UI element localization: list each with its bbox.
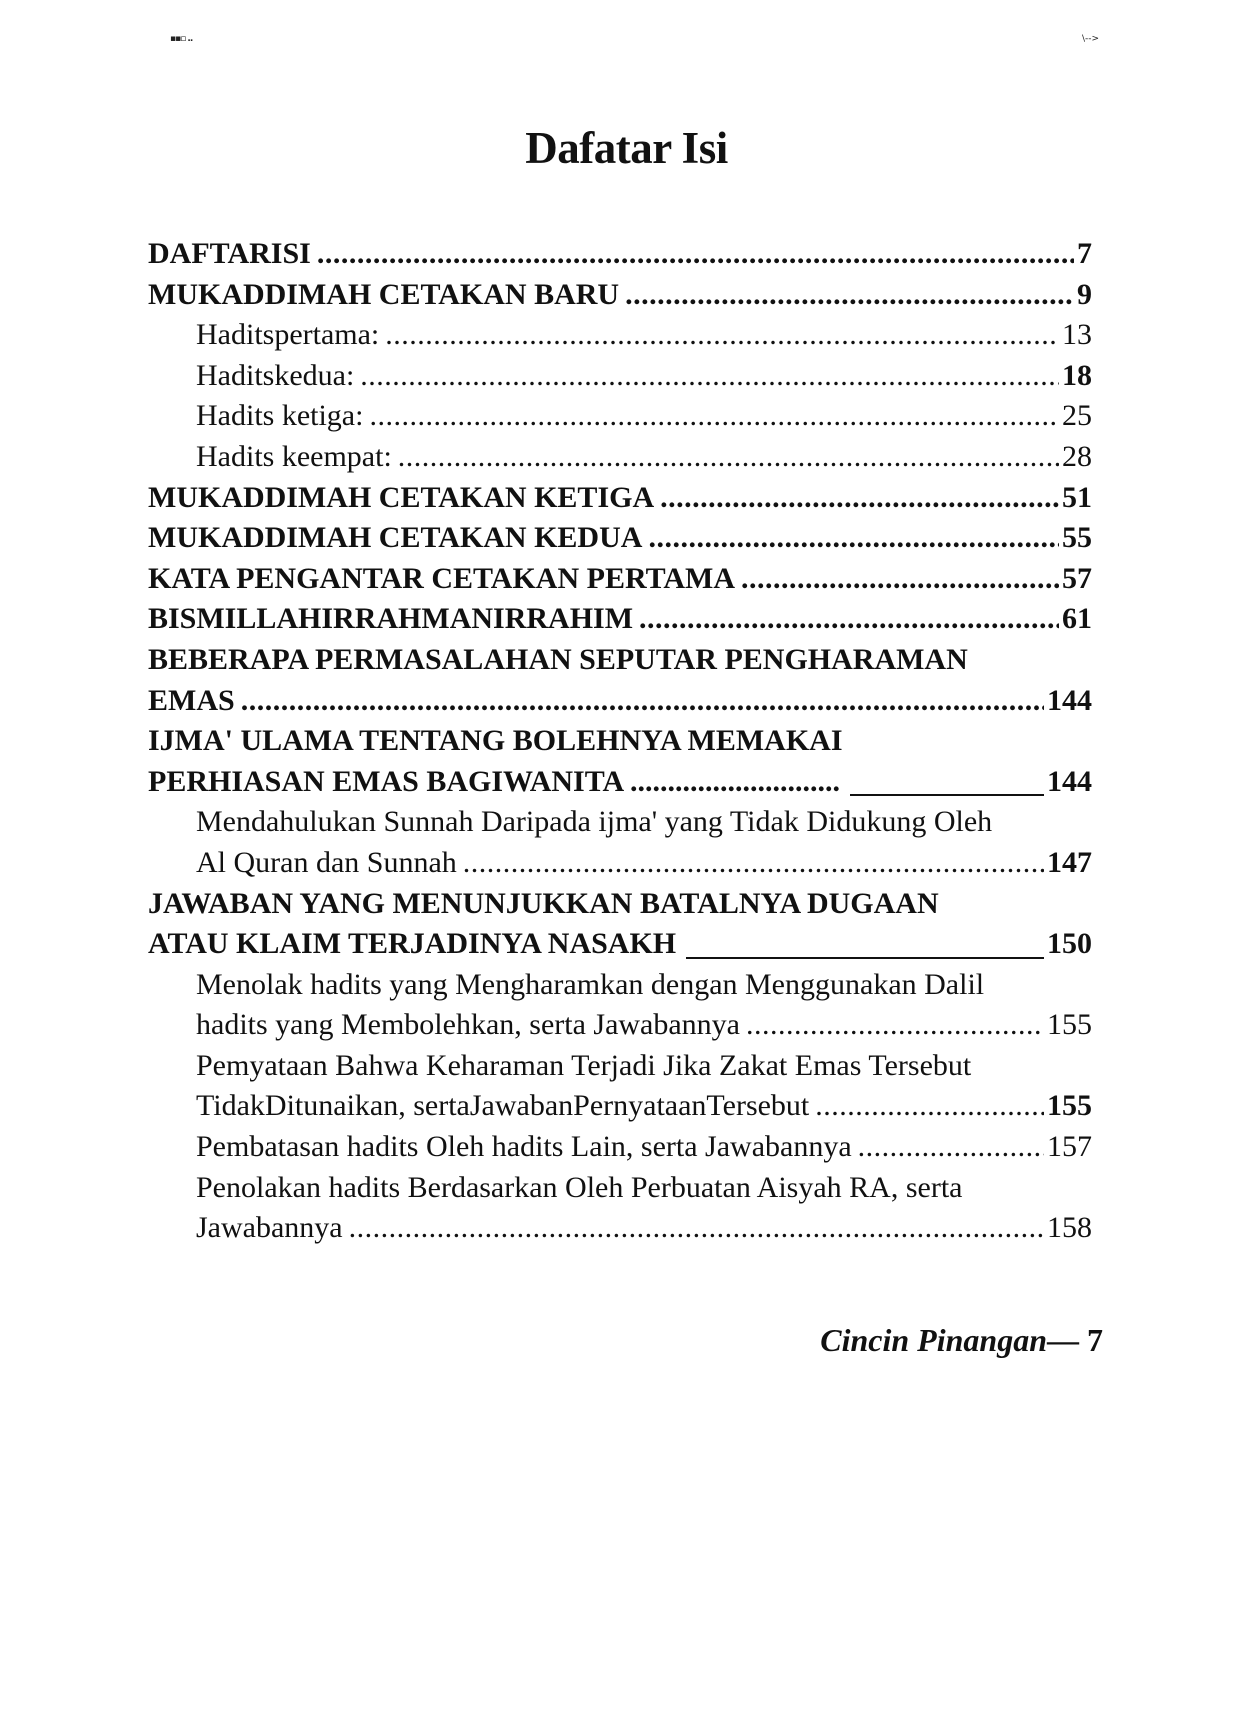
toc-leader	[369, 396, 1059, 437]
toc-line	[196, 396, 1092, 437]
table-of-contents	[148, 234, 1092, 1249]
toc-leader	[385, 315, 1059, 356]
toc-leader	[746, 1005, 1044, 1046]
toc-entry-title: MUKADDIMAH CETAKAN BARU	[148, 277, 620, 311]
toc-leader	[317, 234, 1074, 275]
toc-line	[196, 1168, 1092, 1209]
toc-line	[196, 843, 1092, 884]
toc-page-number: 55	[1062, 521, 1092, 555]
toc-page-number: 61	[1062, 602, 1092, 636]
toc-line	[196, 802, 1092, 843]
toc-line	[148, 234, 1092, 275]
page-title: Dafatar Isi	[525, 123, 728, 173]
toc-page-number: 18	[1062, 358, 1092, 392]
toc-leader	[349, 1208, 1044, 1249]
toc-entry-title: PERHIASAN EMAS BAGIWANITA ............................	[148, 764, 841, 798]
toc-entry-title: Pemyataan Bahwa Keharaman Terjadi Jika Zakat Emas Tersebut	[196, 1048, 972, 1082]
toc-leader	[858, 1127, 1044, 1168]
toc-chapter-entry	[148, 275, 1092, 316]
toc-line	[196, 356, 1092, 397]
toc-section-entry	[148, 396, 1092, 437]
footer-page-number: 7	[1087, 1322, 1103, 1358]
toc-section-entry	[148, 1168, 1092, 1249]
corner-mark-left: ▪▪▫ ..	[170, 34, 193, 44]
toc-line	[148, 924, 1092, 965]
toc-leader	[241, 681, 1044, 722]
toc-page-number: 13	[1062, 318, 1092, 352]
toc-entry-title: TidakDitunaikan, sertaJawabanPernyataanTersebut	[196, 1089, 810, 1123]
toc-entry-title: KATA PENGANTAR CETAKAN PERTAMA	[148, 561, 736, 595]
toc-leader	[639, 599, 1059, 640]
toc-line	[196, 1046, 1092, 1087]
toc-leader	[625, 275, 1074, 316]
toc-entry-title: DAFTARISI	[148, 237, 311, 270]
toc-chapter-entry	[148, 559, 1092, 600]
toc-entry-title: Hadits ketiga:	[196, 399, 364, 433]
toc-line	[196, 1127, 1092, 1168]
toc-line	[148, 518, 1092, 559]
toc-entry-title: BISMILLAHIRRAHMANIRRAHIM	[148, 602, 634, 636]
toc-entry-title: EMAS	[148, 683, 235, 717]
toc-chapter-entry	[148, 599, 1092, 640]
toc-line	[148, 478, 1092, 519]
toc-line	[148, 559, 1092, 600]
toc-line	[148, 599, 1092, 640]
toc-page-number: 158	[1047, 1211, 1092, 1245]
toc-entry-title: Hadits keempat:	[196, 439, 392, 473]
footer-book-title: Cincin Pinangan	[820, 1322, 1047, 1358]
toc-entry-title: Jawabannya	[196, 1211, 343, 1245]
toc-line	[196, 315, 1092, 356]
toc-chapter-entry	[148, 640, 1092, 721]
toc-chapter-entry	[148, 234, 1092, 275]
toc-entry-title: Haditspertama:	[196, 318, 380, 352]
toc-leader	[360, 356, 1059, 397]
toc-leader	[850, 794, 1044, 796]
toc-section-entry	[148, 965, 1092, 1046]
toc-line	[196, 965, 1092, 1006]
footer-separator: —	[1047, 1322, 1079, 1358]
toc-page-number: 28	[1062, 439, 1092, 473]
toc-page-number: 9	[1077, 277, 1092, 311]
toc-leader	[660, 478, 1059, 519]
toc-entry-title: hadits yang Membolehkan, serta Jawabannya	[196, 1008, 740, 1042]
toc-entry-title: BEBERAPA PERMASALAHAN SEPUTAR PENGHARAMAN	[148, 642, 968, 676]
toc-line	[148, 275, 1092, 316]
toc-leader	[463, 843, 1044, 884]
toc-entry-title: MUKADDIMAH CETAKAN KEDUA	[148, 521, 643, 555]
toc-entry-title: ATAU KLAIM TERJADINYA NASAKH	[148, 927, 677, 961]
toc-section-entry	[148, 802, 1092, 883]
toc-chapter-entry	[148, 721, 1092, 802]
toc-leader	[741, 559, 1059, 600]
toc-page-number: 155	[1047, 1008, 1092, 1042]
toc-leader	[398, 437, 1059, 478]
toc-entry-title: IJMA' ULAMA TENTANG BOLEHNYA MEMAKAI	[148, 724, 843, 758]
toc-page-number: 51	[1062, 480, 1092, 514]
toc-section-entry	[148, 315, 1092, 356]
toc-entry-title: Al Quran dan Sunnah	[196, 845, 457, 879]
toc-section-entry	[148, 1127, 1092, 1168]
toc-entry-title: Penolakan hadits Berdasarkan Oleh Perbuatan Aisyah RA, serta	[196, 1170, 963, 1204]
toc-leader	[686, 957, 1044, 959]
toc-page-number: 157	[1047, 1130, 1092, 1164]
toc-chapter-entry	[148, 884, 1092, 965]
toc-entry-title: Pembatasan hadits Oleh hadits Lain, serta Jawabannya	[196, 1130, 852, 1164]
toc-line	[196, 437, 1092, 478]
toc-entry-title: Menolak hadits yang Mengharamkan dengan Menggunakan Dalil	[196, 967, 985, 1001]
toc-line	[148, 640, 1092, 681]
toc-entry-title: Haditskedua:	[196, 358, 355, 392]
toc-page-number: 144	[1047, 764, 1092, 798]
toc-section-entry	[148, 437, 1092, 478]
toc-line	[196, 1086, 1092, 1127]
toc-leader	[815, 1086, 1044, 1127]
toc-page-number: 57	[1062, 561, 1092, 595]
toc-chapter-entry	[148, 478, 1092, 519]
toc-page-number: 25	[1062, 399, 1092, 433]
toc-line	[196, 1208, 1092, 1249]
toc-line	[196, 1005, 1092, 1046]
toc-section-entry	[148, 356, 1092, 397]
toc-page-number: 150	[1047, 927, 1092, 961]
toc-line	[148, 721, 1092, 762]
toc-leader	[648, 518, 1059, 559]
toc-chapter-entry	[148, 518, 1092, 559]
toc-page-number: 144	[1047, 683, 1092, 717]
toc-page-number: 155	[1047, 1089, 1092, 1123]
toc-entry-title: Mendahulukan Sunnah Daripada ijma' yang Tidak Didukung Oleh	[196, 805, 993, 839]
toc-entry-title: MUKADDIMAH CETAKAN KETIGA	[148, 480, 655, 514]
toc-page-number: 7	[1077, 237, 1092, 270]
toc-entry-title: JAWABAN YANG MENUNJUKKAN BATALNYA DUGAAN	[148, 886, 939, 920]
toc-page-number: 147	[1047, 845, 1092, 879]
page-footer	[820, 1322, 1103, 1359]
toc-line	[148, 681, 1092, 722]
toc-section-entry	[148, 1046, 1092, 1127]
toc-line	[148, 884, 1092, 925]
toc-line	[148, 762, 1092, 803]
corner-mark-right: \-->	[1082, 34, 1100, 44]
